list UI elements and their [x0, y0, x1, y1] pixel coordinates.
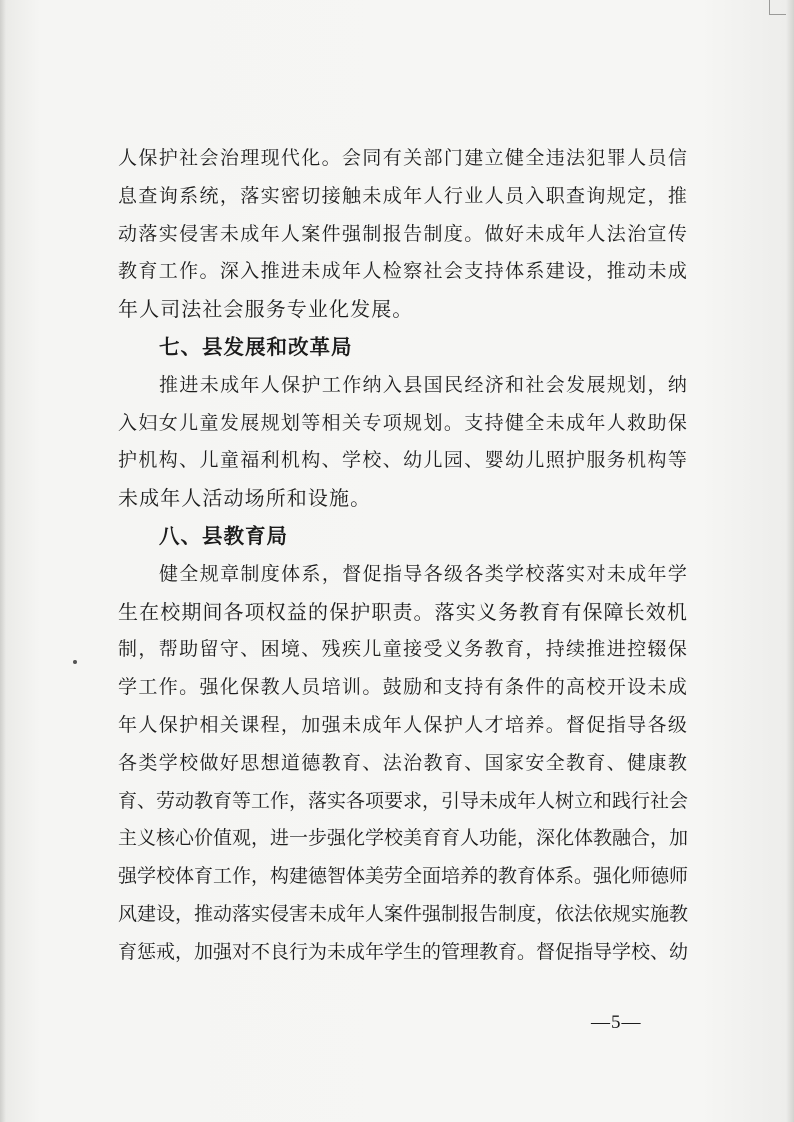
text-line: 主义核心价值观，进一步强化学校美育育人功能，深化体教融合，加: [118, 827, 689, 850]
text-line: 健全规章制度体系，督促指导各级各类学校落实对未成年学: [159, 562, 688, 585]
text-line: 推进未成年人保护工作纳入县国民经济和社会发展规划，纳: [159, 373, 688, 396]
scan-speck: [73, 660, 77, 664]
text-line: 护机构、儿童福利机构、学校、幼儿园、婴幼儿照护服务机构等: [118, 449, 688, 472]
text-line: 各类学校做好思想道德教育、法治教育、国家安全教育、健康教: [118, 751, 688, 774]
text-line: 强学校体育工作，构建德智体美劳全面培养的教育体系。强化师德师: [118, 865, 689, 888]
page-number: —5—: [591, 1012, 642, 1033]
text-line: 年人司法社会服务专业化发展。: [118, 297, 414, 322]
text-line: 息查询系统，落实密切接触未成年人行业人员入职查询规定，推: [118, 184, 688, 207]
text-line: 风建设，推动落实侵害未成年人案件强制报告制度，依法依规实施教: [118, 902, 689, 925]
text-line: 教育工作。深入推进未成年人检察社会支持体系建设，推动未成: [118, 260, 688, 283]
text-line: 年人保护相关课程，加强未成年人保护人才培养。督促指导各级: [118, 713, 688, 736]
document-body: [118, 140, 688, 972]
text-line: 学工作。强化保教人员培训。鼓励和支持有条件的高校开设未成: [118, 676, 688, 699]
text-line: 生在校期间各项权益的保护职责。落实义务教育有保障长效机: [118, 599, 688, 624]
text-line: 育、劳动教育等工作，落实各项要求，引导未成年人树立和践行社会: [118, 789, 689, 812]
text-line: 动落实侵害未成年人案件强制报告制度。做好未成年人法治宣传: [118, 222, 688, 245]
section-heading-development-reform: 七、县发展和改革局: [159, 334, 353, 359]
scan-corner-mark: [769, 0, 786, 15]
scan-shadow-left: [0, 0, 6, 1122]
text-line: 制，帮助留守、困境、残疾儿童接受义务教育，持续推进控辍保: [118, 638, 688, 661]
text-line: 人保护社会治理现代化。会同有关部门建立健全违法犯罪人员信: [118, 147, 688, 169]
text-line: 育惩戒，加强对不良行为未成年学生的管理教育。督促指导学校、幼: [118, 940, 689, 963]
scan-shadow-right: [786, 0, 794, 1122]
text-line: 入妇女儿童发展规划等相关专项规划。支持健全未成年人救助保: [118, 411, 688, 434]
text-line: 未成年人活动场所和设施。: [118, 486, 372, 511]
section-heading-education: 八、县教育局: [159, 523, 288, 548]
